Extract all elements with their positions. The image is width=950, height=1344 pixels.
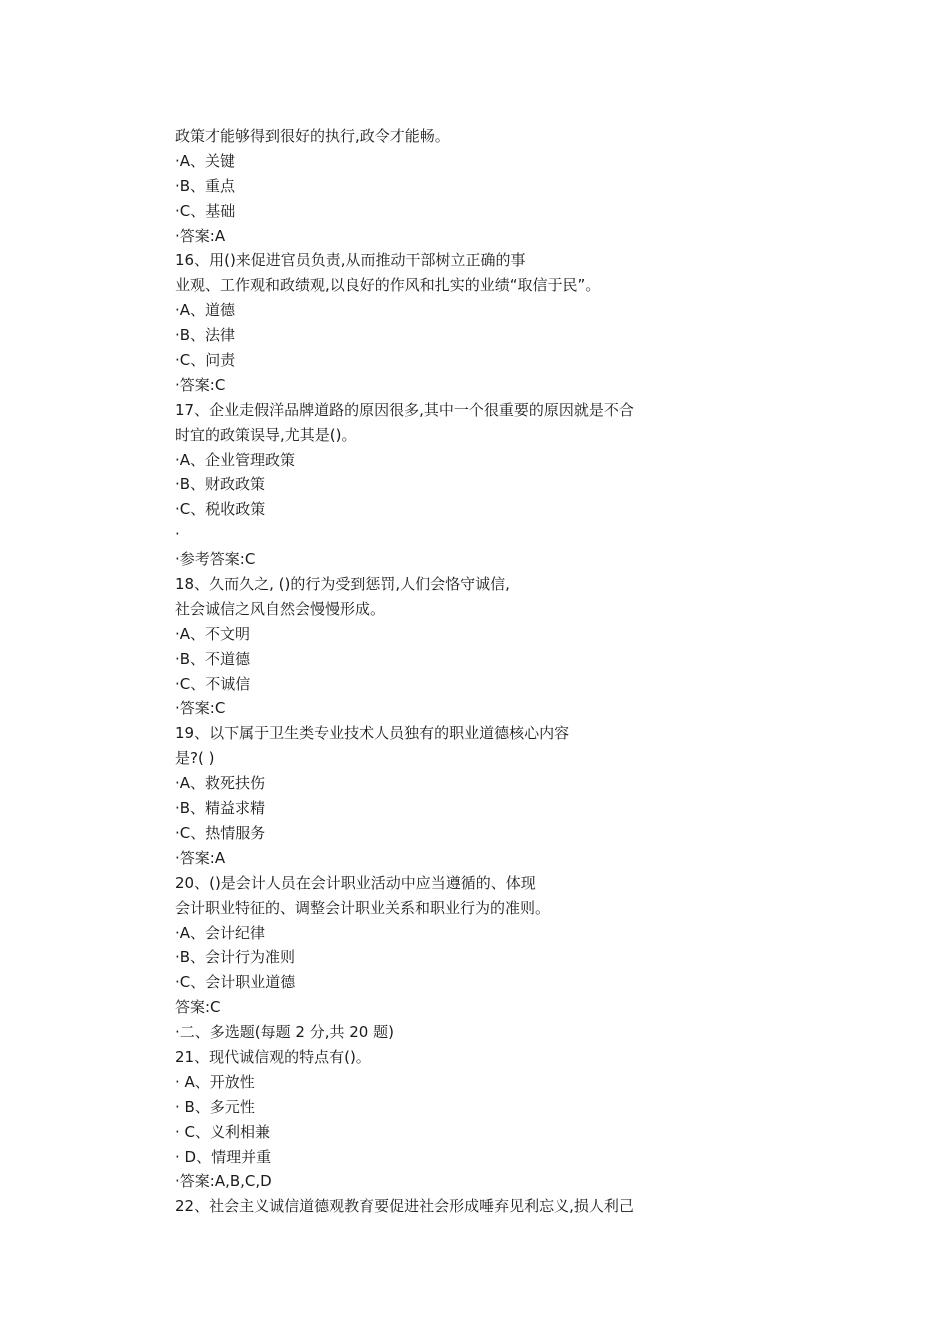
- text-line: ·B、重点: [175, 176, 236, 195]
- text-line: 19、以下属于卫生类专业技术人员独有的职业道德核心内容: [175, 724, 570, 743]
- text-line: ·参考答案:C: [175, 550, 256, 569]
- text-line: ·B、会计行为准则: [175, 948, 296, 967]
- text-line: ·答案:A: [175, 848, 226, 867]
- text-line: ·A、不文明: [175, 624, 251, 643]
- text-line: ·C、不诚信: [175, 674, 251, 693]
- text-line: ·C、问责: [175, 351, 236, 370]
- text-line: 16、用()来促进官员负责,从而推动干部树立正确的事: [175, 251, 526, 270]
- text-line: ·B、精益求精: [175, 799, 266, 818]
- text-line: 政策才能够得到很好的执行,政令才能畅。: [175, 127, 450, 145]
- text-line: ·C、会计职业道德: [175, 973, 296, 992]
- text-line: · B、多元性: [175, 1097, 255, 1116]
- text-line: ·A、关键: [175, 151, 236, 170]
- text-line: 20、()是会计人员在会计职业活动中应当遵循的、体现: [175, 873, 536, 892]
- text-line: ·B、财政政策: [175, 475, 266, 494]
- text-line: ·答案:C: [175, 699, 226, 718]
- text-line: ·A、救死扶伤: [175, 774, 266, 793]
- text-line: 社会诚信之风自然会慢慢形成。: [175, 599, 386, 618]
- text-line: 17、企业走假洋品牌道路的原因很多,其中一个很重要的原因就是不合: [175, 400, 634, 419]
- text-line: · C、义利相兼: [175, 1122, 271, 1141]
- text-line: 时宜的政策误导,尤其是()。: [175, 425, 357, 444]
- text-line: ·A、会计纪律: [175, 923, 266, 942]
- text-line: ·答案:A: [175, 226, 226, 245]
- text-line: 答案:C: [175, 998, 221, 1017]
- text-line: ·C、税收政策: [175, 500, 266, 519]
- text-line: · D、情理并重: [175, 1147, 272, 1166]
- text-line: 业观、工作观和政绩观,以良好的作风和扎实的业绩“取信于民”。: [175, 276, 601, 295]
- text-line: · A、开放性: [175, 1072, 255, 1091]
- text-line: ·C、热情服务: [175, 823, 266, 842]
- text-line: ·A、企业管理政策: [175, 450, 296, 469]
- question-text-block: [175, 124, 735, 1219]
- text-line: 21、现代诚信观的特点有()。: [175, 1047, 371, 1066]
- text-line: ·B、法律: [175, 326, 236, 345]
- text-line: ·C、基础: [175, 201, 236, 220]
- text-line: ·B、不道德: [175, 649, 251, 668]
- text-line: ·: [175, 525, 180, 544]
- text-line: 是?( ): [175, 749, 215, 768]
- text-line: ·答案:A,B,C,D: [175, 1172, 272, 1191]
- text-line: ·答案:C: [175, 375, 226, 394]
- text-line: 22、社会主义诚信道德观教育要促进社会形成唾弃见利忘义,损人利己: [175, 1197, 634, 1216]
- text-line: ·A、道德: [175, 301, 236, 320]
- text-line: 18、久而久之, ()的行为受到惩罚,人们会恪守诚信,: [175, 575, 510, 594]
- text-line: 会计职业特征的、调整会计职业关系和职业行为的准则。: [175, 898, 551, 917]
- text-line: ·二、多选题(每题 2 分,共 20 题): [175, 1023, 394, 1042]
